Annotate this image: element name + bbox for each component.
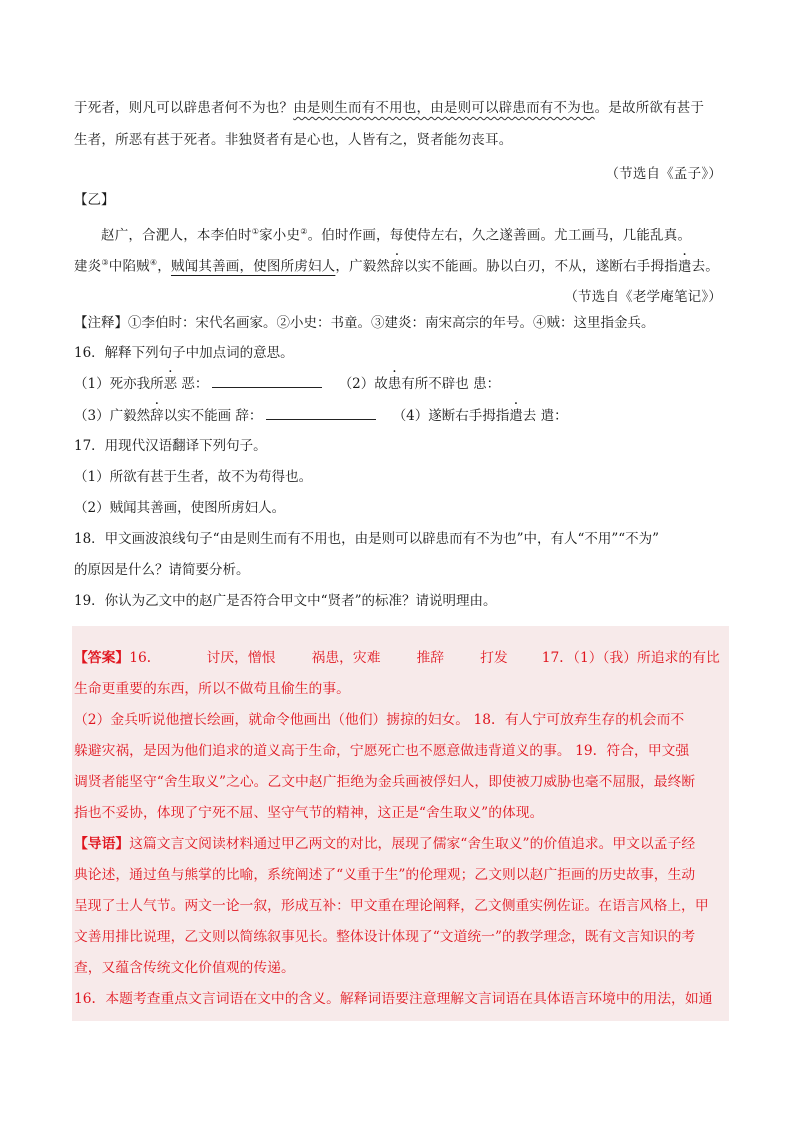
yi-text: 赵广，合淝人，本李伯时 <box>101 227 252 244</box>
question-16: 16．解释下列句子中加点词的意思。 <box>74 345 294 361</box>
answer-text: 17．（1）（我）所追求的有比 <box>541 650 720 666</box>
answer-word: 祸患，灾难 <box>311 650 381 666</box>
q16-text: 以实不能画 辞： <box>163 408 263 424</box>
dotted-word: 遣 <box>677 258 692 275</box>
question-19: 19．你认为乙文中的赵广是否符合甲文中“贤者”的标准？请说明理由。 <box>74 593 497 609</box>
wavy-underlined-sentence: 由是则生而有不用也，由是则可以辟患而有不为也 <box>293 100 595 116</box>
yi-text: 以实不能画。胁以白刃，不从，遂断右手拇指 <box>403 258 678 275</box>
dotted-word: 患 <box>387 376 402 392</box>
jia-line-1 <box>74 98 704 118</box>
answer-tag: 【答案】 <box>74 650 130 666</box>
q17-item-2: （2）贼闻其善画，使图所虏妇人。 <box>74 500 286 516</box>
yi-text: 中陷贼 <box>108 258 150 275</box>
jia-text: 。是故所欲有甚于 <box>594 100 705 116</box>
guide-tag: 【导语】 <box>74 836 130 852</box>
q16-text: 去 遣： <box>522 408 568 424</box>
notes: 【注释】①李伯时：宋代名画家。②小史：书童。③建炎：南宋高宗的年号。④贼：这里指金兵。 <box>74 315 655 331</box>
footnote-marker: ② <box>300 227 308 236</box>
guide-line-5: 查，又蕴含传统文化价值观的传递。 <box>74 960 295 976</box>
dotted-word: 恶 <box>163 376 178 392</box>
guide-line-2: 典论述，通过鱼与熊掌的比喻，系统阐述了“义重于生”的伦理观；乙文则以赵广拒画的历史故事，生动 <box>74 867 696 883</box>
underlined-sentence: 贼闻其善画，使图所虏妇人 <box>170 258 336 275</box>
yi-text: 去。 <box>691 258 719 275</box>
answer-blank[interactable] <box>212 373 322 388</box>
yi-line-1 <box>101 222 691 246</box>
yi-text: ，广毅然 <box>335 258 391 275</box>
dotted-word: 辞 <box>390 258 404 275</box>
explanation-line-1: 16．本题考查重点文言词语在文中的含义。解释词语要注意理解文言词语在具体语言环境中的用法，如通 <box>74 991 713 1007</box>
footnote-marker: ③ <box>101 258 109 267</box>
q16-text: 恶： <box>177 376 209 392</box>
guide-line-3: 呈现了士人气节。两文一论一叙，形成互补：甲文重在理论阐释，乙文侧重实例佐证。在语言风格上，甲 <box>74 898 709 914</box>
answer-word: 讨厌，憎恨 <box>206 650 276 666</box>
q16-text: （3）广毅然 <box>74 408 151 424</box>
jia-text: 生者，所恶有甚于死者。非独贤者有是心也，人皆有之，贤者能勿丧耳。 <box>74 132 513 148</box>
answer-blank[interactable] <box>266 405 376 420</box>
q16-text: （4）遂断右手拇指 <box>392 408 510 424</box>
jia-text: 于死者，则凡可以辟患者何不为也？ <box>74 100 294 116</box>
question-18-line-2: 的原因是什么？请简要分析。 <box>74 562 250 578</box>
guide-line-1 <box>74 834 695 854</box>
q17-item-1: （1）所欲有甚于生者，故不为苟得也。 <box>74 469 313 485</box>
yi-heading: 【乙】 <box>74 192 115 208</box>
question-18-line-1: 18．甲文画波浪线句子“由是则生而有不用也，由是则可以辟患而有不为也”中，有人“不用”“不为” <box>74 531 660 547</box>
yi-line-2 <box>74 253 719 277</box>
answer-line-5: 调贤者能坚守“舍生取义”之心。乙文中赵广拒绝为金兵画被俘妇人，即使被刀威胁也毫不屈服，最终断 <box>74 774 696 790</box>
q16-items-row-2 <box>74 405 568 426</box>
footnote-marker: ④ <box>149 258 158 267</box>
dotted-word: 遣 <box>509 408 523 424</box>
yi-text: 建炎 <box>74 258 102 275</box>
answer-word: 推辞 <box>416 650 445 666</box>
answer-line-4: 躲避灾祸，是因为他们追求的道义高于生命，宁愿死亡也不愿意做违背道义的事。 19．符合，甲文强 <box>74 743 690 759</box>
q16-items-row-1 <box>74 373 500 394</box>
guide-line-4: 文善用排比说理，乙文则以简练叙事见长。整体设计体现了“文道统一”的教学理念，既有文言知识的考 <box>74 929 696 945</box>
q16-text: （1）死亦我所 <box>74 376 164 392</box>
answer-line-3: （2）金兵听说他擅长绘画，就命令他画出（他们）掳掠的妇女。 18．有人宁可放弃生存的机会而不 <box>74 712 685 728</box>
jia-source: （节选自《孟子》） <box>605 166 722 182</box>
answer-line-1 <box>74 648 720 668</box>
jia-line-2 <box>74 130 512 150</box>
answer-word: 打发 <box>480 650 508 666</box>
guide-text: 这篇文言文阅读材料通过甲乙两文的对比，展现了儒家“舍生取义”的价值追求。甲文以孟子经 <box>129 836 696 852</box>
answer-line-6: 指也不妥协，体现了宁死不屈、坚守气节的精神，这正是“舍生取义”的体现。 <box>74 805 544 821</box>
answer-text: 16． <box>129 650 161 666</box>
dotted-word: 辞 <box>150 408 164 424</box>
yi-text: 。伯时作画，每使侍左右，久之遂善画。尤工画马，几能乱真。 <box>307 227 692 244</box>
yi-text: ， <box>157 258 171 275</box>
yi-source: （节选自《老学庵笔记》） <box>564 289 722 305</box>
q16-text: （2）故 <box>338 376 388 392</box>
yi-text: 家小史 <box>259 227 301 244</box>
question-17: 17．用现代汉语翻译下列句子。 <box>74 438 267 454</box>
q16-text: 有所不辟也 患： <box>401 376 501 392</box>
footnote-marker: ① <box>251 227 260 236</box>
answer-line-2: 生命更重要的东西，所以不做苟且偷生的事。 <box>74 681 350 697</box>
